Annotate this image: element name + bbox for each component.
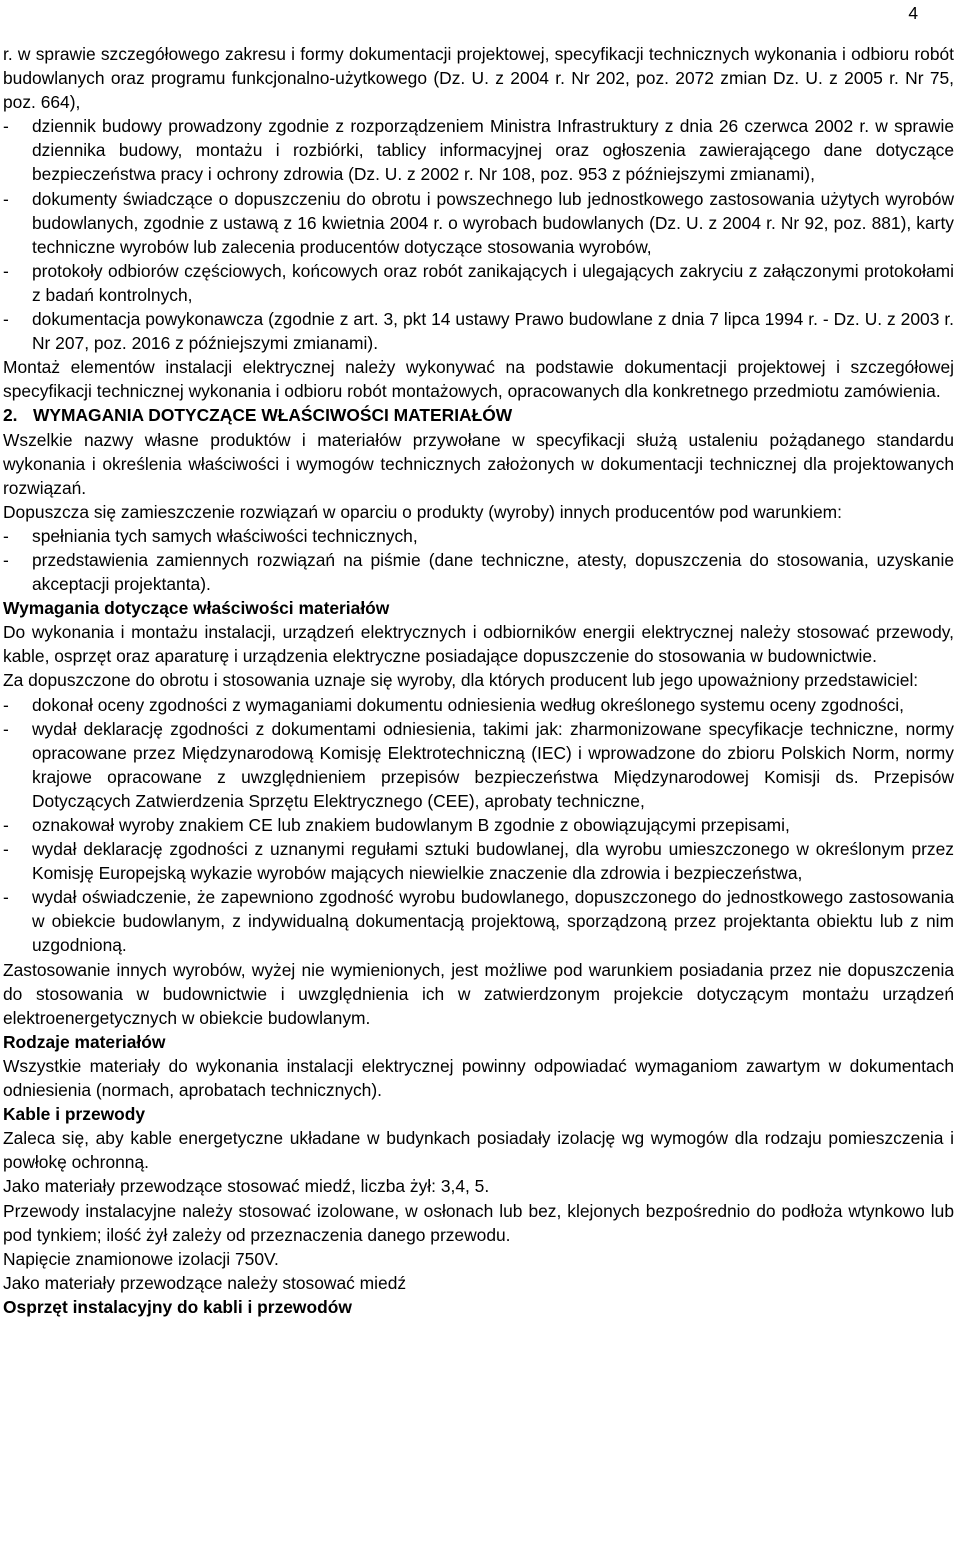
montaz-paragraph: Montaż elementów instalacji elektrycznej należy wykonywać na podstawie dokumentacji projektowej i szczegółowej specyfikacji technicznej wykonania i odbioru robót montażowych, opracowanych dla konkretnego przedmiotu zamówienia. [3, 357, 954, 402]
paragraph: Do wykonania i montażu instalacji, urządzeń elektrycznych i odbiorników energii elektrycznej należy stosować przewody, kable, osprzęt oraz aparaturę i urządzenia elektryczne posiadające dopuszczenie do stosowania w budownictwie. [3, 622, 954, 667]
paragraph: Zastosowanie innych wyrobów, wyżej nie wymienionych, jest możliwe pod warunkiem posiadania przez nie dopuszczenia do stosowania w budownictwie i uwzględnienia ich w zatwierdzonym projekcie dotyczącym montażu urządzeń elektroenergetycznych w obiekcie budowlanym. [3, 959, 954, 1028]
paragraph: Za dopuszczone do obrotu i stosowania uznaje się wyroby, dla których producent lub jego upoważniony przedstawiciel: [3, 670, 919, 691]
document-body [3, 42, 954, 1319]
paragraph: Jako materiały przewodzące należy stosować miedź [3, 1272, 407, 1293]
list-item: - dokonał oceny zgodności z wymaganiami dokumentu odniesienia według określonego systemu oceny zgodności, [3, 694, 904, 715]
list-item: - oznakował wyroby znakiem CE lub znakiem budowlanym B zgodnie z obowiązującymi przepisami, [3, 815, 790, 835]
list-item: - protokoły odbiorów częściowych, końcowych oraz robót zanikających i ulegających zakryciu z załączonymi protokołami z badań kontrolnych, [3, 260, 954, 305]
paragraph: Zaleca się, aby kable energetyczne układane w budynkach posiadały izolację wg wymogów dla rodzaju pomieszczenia i powłokę ochronną. [3, 1128, 954, 1173]
list-item: - spełniania tych samych właściwości technicznych, [3, 525, 418, 546]
section-heading: 2. WYMAGANIA DOTYCZĄCE WŁAŚCIWOŚCI MATERIAŁÓW [3, 405, 513, 426]
paragraph: Wszelkie nazwy własne produktów i materiałów przywołane w specyfikacji służą ustaleniu pożądanego standardu wykonania i określenia właściwości i wymogów technicznych założonych w dokumentacji technicznej dla projektowanych rozwiązań. [3, 429, 954, 498]
paragraph: Jako materiały przewodzące stosować miedź, liczba żył: 3,4, 5. [3, 1176, 490, 1197]
paragraph: Wszystkie materiały do wykonania instalacji elektrycznej powinny odpowiadać wymaganiom zawartym w dokumentach odniesienia (normach, aprobatach technicznych). [3, 1055, 954, 1101]
paragraph: Dopuszcza się zamieszczenie rozwiązań w oparciu o produkty (wyroby) innych producentów pod warunkiem: [3, 501, 842, 522]
intro-continuation: r. w sprawie szczegółowego zakresu i formy dokumentacji projektowej, specyfikacji technicznych wykonania i odbioru robót budowlanych oraz programu funkcjonalno-użytkowego (Dz. U. z 2004 r. Nr 202, poz. 2072 zmian Dz. U. z 2005 r. Nr 75, poz. 664), [3, 44, 954, 113]
list-item: - wydał deklarację zgodności z dokumentami odniesienia, takimi jak: zharmonizowane specyfikacje techniczne, normy opracowane przez Międzynarodową Komisję Elektrotechniczną (IEC) i wprowadzone do zbioru Polskich Norm, normy krajowe opracowane z uwzględnieniem przepisów bezpieczeństwa Międzynarodowej Komisji ds. Przepisów Dotyczących Zatwierdzenia Sprzętu Elektrycznego (CEE), aprobaty techniczne, [3, 718, 954, 811]
list-item: - dokumenty świadczące o dopuszczeniu do obrotu i powszechnego lub jednostkowego zastosowania użytych wyrobów budowlanych, zgodnie z ustawą z 16 kwietnia 2004 r. o wyrobach budowlanych (Dz. U. z 2004 r. Nr 92, poz. 881), karty techniczne wyrobów lub zalecenia producentów dotyczące stosowania wyrobów, [3, 188, 954, 257]
subheading-osprzet: Osprzęt instalacyjny do kabli i przewodów [3, 1296, 352, 1317]
page-number: 4 [908, 3, 918, 23]
subheading-wymagania: Wymagania dotyczące właściwości materiałów [3, 598, 390, 619]
list-item: - dziennik budowy prowadzony zgodnie z rozporządzeniem Ministra Infrastruktury z dnia 26 czerwca 2002 r. w sprawie dziennika budowy, montażu i rozbiórki, tablicy informacyjnej oraz ogłoszenia zawierającego dane dotyczące bezpieczeństwa pracy i ochrony zdrowia (Dz. U. z 2002 r. Nr 108, poz. 953 z późniejszymi zmianami), [3, 116, 954, 185]
paragraph: Przewody instalacyjne należy stosować izolowane, w osłonach lub bez, klejonych bezpośrednio do podłoża wtynkowo lub pod tynkiem; ilość żył zależy od przeznaczenia danego przewodu. [3, 1200, 954, 1245]
subheading-rodzaje: Rodzaje materiałów [3, 1031, 166, 1052]
list-item: - przedstawienia zamiennych rozwiązań na piśmie (dane techniczne, atesty, dopuszczenia do stosowania, uzyskanie akceptacji projektanta). [3, 549, 954, 595]
list-item: - wydał oświadczenie, że zapewniono zgodność wyrobu budowlanego, dopuszczonego do jednostkowego zastosowania w obiekcie budowlanym, z indywidualną dokumentacją projektową, sporządzoną przez projektanta obiektu lub z nim uzgodnioną. [3, 887, 954, 956]
list-item: - wydał deklarację zgodności z uznanymi regułami sztuki budowlanej, dla wyrobu umieszczonego w określonym przez Komisję Europejską wykazie wyrobów mających niewielkie znaczenie dla zdrowia i bezpieczeństwa, [3, 839, 954, 884]
list-item: - dokumentacja powykonawcza (zgodnie z art. 3, pkt 14 ustawy Prawo budowlane z dnia 7 lipca 1994 r. - Dz. U. z 2003 r. Nr 207, poz. 2016 z późniejszymi zmianami). [3, 309, 954, 354]
subheading-kable: Kable i przewody [3, 1104, 146, 1125]
paragraph: Napięcie znamionowe izolacji 750V. [3, 1248, 279, 1269]
